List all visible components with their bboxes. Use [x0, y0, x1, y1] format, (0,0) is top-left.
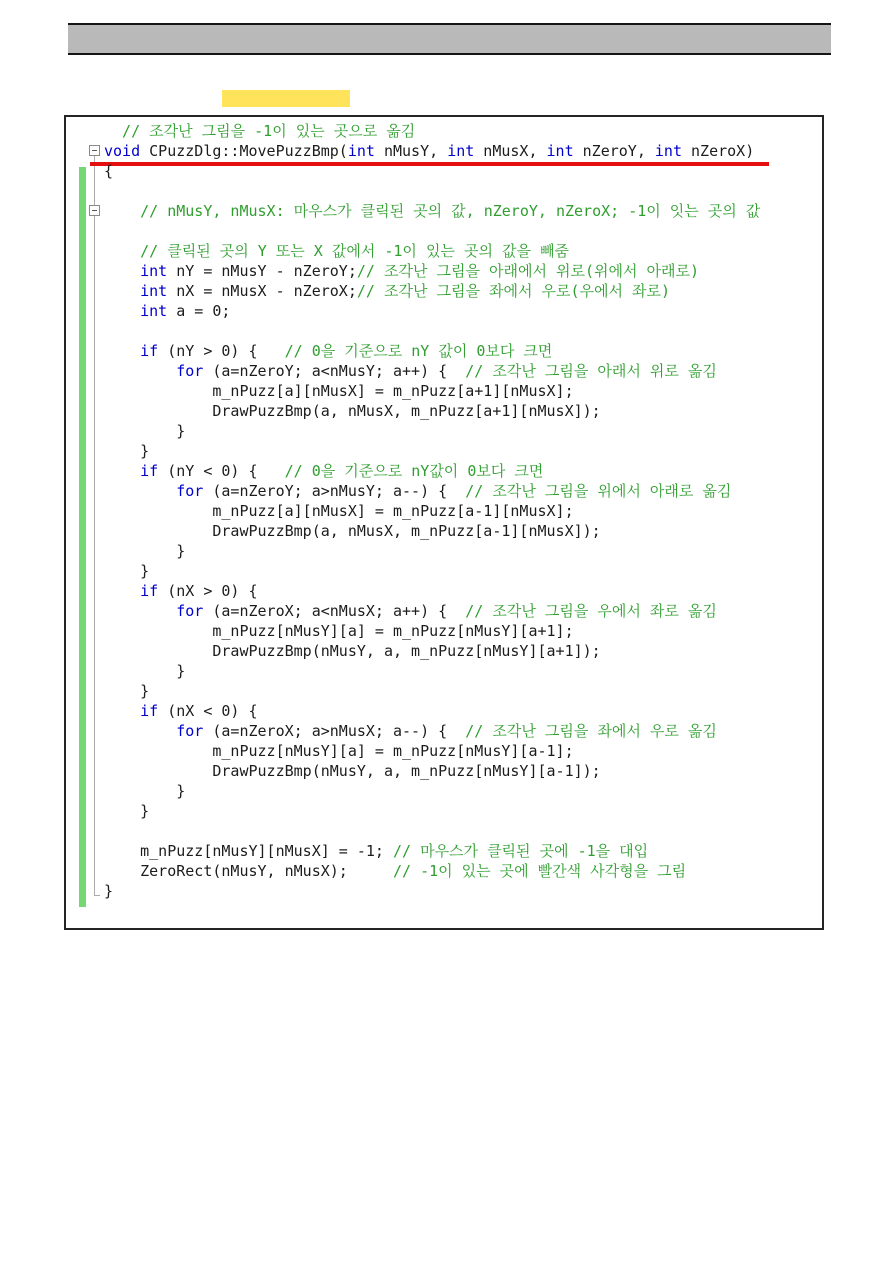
- code-token: ZeroRect(nMusY, nMusX);: [104, 862, 393, 880]
- comment-token: // 조각난 그림을 -1이 있는 곳으로 옮김: [104, 122, 416, 140]
- keyword-token: int: [654, 142, 682, 160]
- outlining-guide-end-tick: [94, 895, 100, 896]
- code-token: CPuzzDlg::MovePuzzBmp(: [140, 142, 348, 160]
- code-token: DrawPuzzBmp(nMusY, a, m_nPuzz[nMusY][a+1]);: [104, 642, 601, 660]
- comment-token: // 조각난 그림을 좌에서 우로(우에서 좌로): [356, 282, 670, 300]
- code-line: [104, 221, 820, 241]
- code-token: [104, 482, 176, 500]
- code-line: [104, 441, 820, 461]
- code-token: }: [104, 542, 186, 560]
- code-token: }: [104, 562, 150, 580]
- code-line: [104, 241, 820, 261]
- code-line: [104, 261, 820, 281]
- outlining-guide-line: [94, 153, 95, 895]
- code-token: }: [104, 422, 186, 440]
- code-token: (nX < 0) {: [158, 702, 258, 720]
- code-token: }: [104, 882, 114, 900]
- keyword-token: int: [546, 142, 574, 160]
- comment-token: // nMusY, nMusX: 마우스가 클릭된 곳의 값, nZeroY, nZeroX; -1이 잇는 곳의 값: [104, 202, 761, 220]
- keyword-token: if: [140, 342, 159, 360]
- comment-token: // 조각난 그림을 우에서 좌로 옮김: [465, 602, 717, 620]
- code-token: (nX > 0) {: [158, 582, 258, 600]
- code-token: DrawPuzzBmp(a, nMusX, m_nPuzz[a-1][nMusX]);: [104, 522, 601, 540]
- keyword-token: if: [140, 702, 159, 720]
- comment-token: // 조각난 그림을 아래에서 위로(위에서 아래로): [356, 262, 699, 280]
- code-line: [104, 661, 820, 681]
- code-line: [104, 181, 820, 201]
- keyword-token: int: [140, 282, 168, 300]
- code-line: [104, 721, 820, 741]
- code-line: [104, 781, 820, 801]
- code-token: [104, 362, 176, 380]
- code-line: [104, 561, 820, 581]
- code-token: nMusX,: [474, 142, 547, 160]
- code-token: (a=nZeroY; a>nMusY; a--) {: [203, 482, 466, 500]
- keyword-token: for: [176, 482, 204, 500]
- code-line: [104, 421, 820, 441]
- code-line: [104, 581, 820, 601]
- keyword-token: for: [176, 602, 204, 620]
- code-token: [104, 702, 140, 720]
- fold-collapse-button[interactable]: [89, 145, 100, 156]
- code-line: [104, 361, 820, 381]
- code-line: [104, 321, 820, 341]
- keyword-token: if: [140, 462, 159, 480]
- code-lines-container: [104, 121, 820, 926]
- code-token: [104, 582, 140, 600]
- code-line: [104, 461, 820, 481]
- keyword-token: if: [140, 582, 159, 600]
- comment-token: // 0을 기준으로 nY 값이 0보다 크면: [284, 342, 553, 360]
- comment-token: // -1이 있는 곳에 빨간색 사각형을 그림: [392, 862, 687, 880]
- top-gray-banner: [68, 23, 831, 55]
- code-line: [104, 281, 820, 301]
- code-token: nX = nMusX - nZeroX;: [167, 282, 357, 300]
- code-line: [104, 521, 820, 541]
- code-line: [104, 301, 820, 321]
- comment-token: // 조각난 그림을 아래서 위로 옮김: [465, 362, 717, 380]
- code-token: }: [104, 662, 186, 680]
- code-token: }: [104, 682, 150, 700]
- code-token: m_nPuzz[a][nMusX] = m_nPuzz[a+1][nMusX];: [104, 382, 574, 400]
- comment-token: // 0을 기준으로 nY값이 0보다 크면: [284, 462, 544, 480]
- comment-token: // 조각난 그림을 위에서 아래로 옮김: [465, 482, 732, 500]
- code-line: [104, 341, 820, 361]
- code-line: [104, 821, 820, 841]
- keyword-token: int: [140, 262, 168, 280]
- code-token: (a=nZeroX; a>nMusX; a--) {: [203, 722, 466, 740]
- code-line: [104, 621, 820, 641]
- keyword-token: int: [447, 142, 475, 160]
- code-line: [104, 381, 820, 401]
- keyword-token: void: [104, 142, 141, 160]
- code-line: [104, 121, 820, 141]
- code-token: [104, 342, 140, 360]
- change-tracking-bar: [79, 167, 86, 907]
- code-token: nZeroX): [682, 142, 755, 160]
- yellow-highlight-mark: [222, 90, 350, 107]
- code-token: m_nPuzz[nMusY][a] = m_nPuzz[nMusY][a-1];: [104, 742, 574, 760]
- code-token: nZeroY,: [573, 142, 655, 160]
- code-token: [104, 282, 140, 300]
- code-line: [104, 801, 820, 821]
- code-editor-snippet[interactable]: [64, 115, 824, 930]
- code-line: [104, 141, 820, 161]
- code-token: {: [104, 162, 114, 180]
- code-token: (a=nZeroY; a<nMusY; a++) {: [203, 362, 466, 380]
- code-token: a = 0;: [167, 302, 231, 320]
- code-line: [104, 841, 820, 861]
- code-line: [104, 881, 820, 901]
- code-line: [104, 741, 820, 761]
- code-line: [104, 201, 820, 221]
- code-line: [104, 161, 820, 181]
- code-token: DrawPuzzBmp(a, nMusX, m_nPuzz[a+1][nMusX]);: [104, 402, 601, 420]
- code-token: nY = nMusY - nZeroY;: [167, 262, 357, 280]
- code-token: [104, 602, 176, 620]
- code-token: }: [104, 442, 150, 460]
- code-line: [104, 641, 820, 661]
- code-token: (nY > 0) {: [158, 342, 285, 360]
- code-token: (nY < 0) {: [158, 462, 285, 480]
- code-token: }: [104, 802, 150, 820]
- comment-token: // 클릭된 곳의 Y 또는 X 값에서 -1이 있는 곳의 값을 빼줌: [104, 242, 569, 260]
- code-token: [104, 302, 140, 320]
- code-token: (a=nZeroX; a<nMusX; a++) {: [203, 602, 466, 620]
- code-line: [104, 481, 820, 501]
- keyword-token: int: [140, 302, 168, 320]
- comment-token: // 조각난 그림을 좌에서 우로 옮김: [465, 722, 717, 740]
- code-token: [104, 262, 140, 280]
- code-line: [104, 761, 820, 781]
- code-token: m_nPuzz[a][nMusX] = m_nPuzz[a-1][nMusX];: [104, 502, 574, 520]
- keyword-token: int: [347, 142, 375, 160]
- code-token: [104, 462, 140, 480]
- code-line: [104, 541, 820, 561]
- code-line: [104, 601, 820, 621]
- code-line: [104, 501, 820, 521]
- code-line: [104, 401, 820, 421]
- code-line: [104, 861, 820, 881]
- fold-collapse-button[interactable]: [89, 205, 100, 216]
- code-token: nMusY,: [374, 142, 448, 160]
- code-token: [104, 722, 176, 740]
- code-line: [104, 701, 820, 721]
- code-token: DrawPuzzBmp(nMusY, a, m_nPuzz[nMusY][a-1]);: [104, 762, 601, 780]
- code-token: m_nPuzz[nMusY][a] = m_nPuzz[nMusY][a+1];: [104, 622, 574, 640]
- keyword-token: for: [176, 362, 204, 380]
- code-line: [104, 681, 820, 701]
- code-token: }: [104, 782, 186, 800]
- code-token: m_nPuzz[nMusY][nMusX] = -1;: [104, 842, 393, 860]
- keyword-token: for: [176, 722, 204, 740]
- comment-token: // 마우스가 클릭된 곳에 -1을 대입: [392, 842, 649, 860]
